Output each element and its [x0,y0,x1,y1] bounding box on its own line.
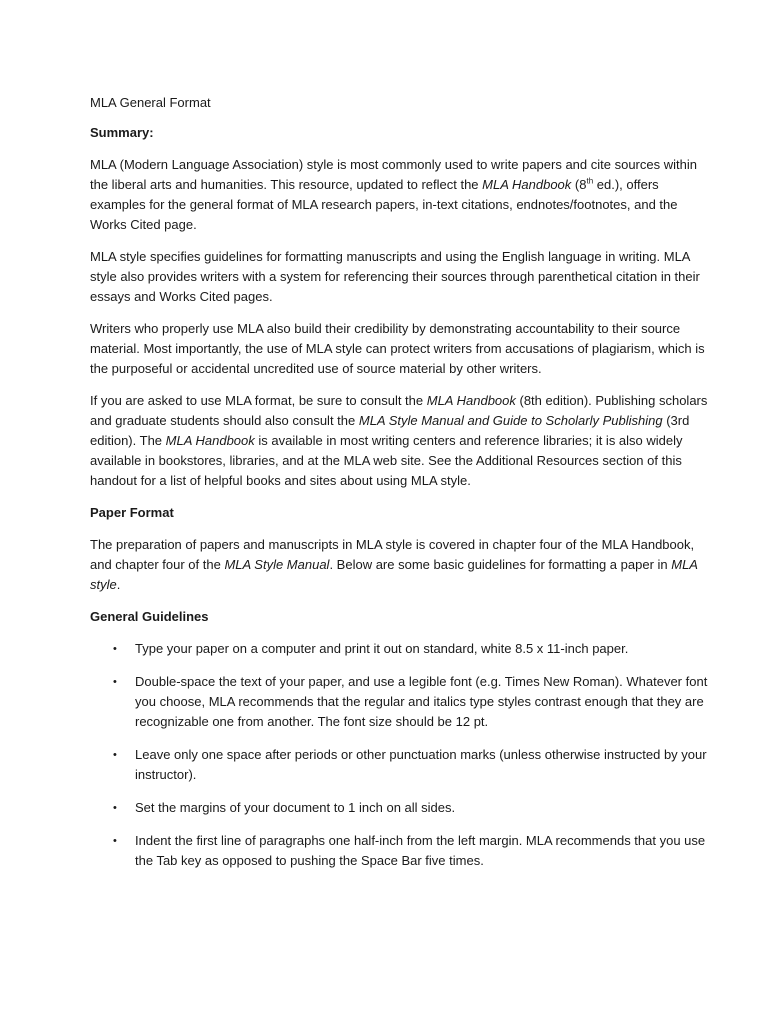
text-run: (3rd edition). The [90,413,690,448]
paragraph-credibility: Writers who properly use MLA also build their credibility by demonstrating accountability to their source material. Most importantly, the use of MLA style can protect writers from accusations of plagiarism, which is the purposeful or accidental uncredited use of source material by other writers. [90,321,705,376]
list-item [90,672,708,732]
bullet-icon: • [113,749,117,761]
italic-title: MLA Handbook [426,393,516,408]
list-item-text: Leave only one space after periods or other punctuation marks (unless otherwise instructed by your instructor). [135,747,707,782]
document-title: MLA General Format [90,95,211,110]
summary-heading: Summary: [90,125,154,140]
italic-title: MLA Handbook [482,177,572,192]
list-item-text: Set the margins of your document to 1 inch on all sides. [135,800,456,815]
text-run: (8 [571,177,587,192]
paragraph-intro [90,155,708,235]
paragraph-consult [90,391,708,491]
italic-title: MLA Style Manual [224,557,330,572]
text-run: . Below are some basic guidelines for formatting a paper in [329,557,672,572]
bullet-icon: • [113,676,117,688]
bullet-icon: • [113,835,117,847]
paragraph-preparation [90,535,708,595]
text-run: The preparation of papers and manuscripts in MLA style is covered in chapter four of the MLA Handbook, and chapter four of the [90,537,695,572]
guidelines-list [90,639,708,871]
text-run: is available in most writing centers and reference libraries; it is also widely available in bookstores, libraries, and at the MLA web site. See the Additional Resources section of this handout for a list of helpful books and sites about using MLA style. [90,433,683,488]
text-run: (8th edition). Publishing scholars and graduate students should also consult the [90,393,708,428]
list-item-text: Indent the first line of paragraphs one half-inch from the left margin. MLA recommends that you use the Tab key as opposed to pushing the Space Bar five times. [135,833,706,868]
list-item-text: Double-space the text of your paper, and use a legible font (e.g. Times New Roman). Whatever font you choose, MLA recommends that the regular and italics type styles contrast enough that they are recognizable one from another. The font size should be 12 pt. [135,674,708,729]
text-run: MLA (Modern Language Association) style is most commonly used to write papers and cite sources within the liberal arts and humanities. This resource, updated to reflect the [90,157,697,192]
italic-title: MLA Style Manual and Guide to Scholarly Publishing [358,413,663,428]
italic-title: MLA style [90,557,698,592]
list-item [90,639,708,659]
general-guidelines-heading: General Guidelines [90,609,209,624]
paragraph-style-specifies: MLA style specifies guidelines for formatting manuscripts and using the English language in writing. MLA style also provides writers with a system for referencing their sources through parenthetical citation in their essays and Works Cited pages. [90,249,700,304]
superscript: th [586,176,594,186]
italic-title: MLA Handbook [165,433,255,448]
list-item [90,831,708,871]
list-item-text: Type your paper on a computer and print it out on standard, white 8.5 x 11-inch paper. [135,641,629,656]
bullet-icon: • [113,643,117,655]
text-run: If you are asked to use MLA format, be sure to consult the [90,393,427,408]
text-run: ed.), offers examples for the general format of MLA research papers, in-text citations, endnotes/footnotes, and the Works Cited page. [90,177,678,232]
bullet-icon: • [113,802,117,814]
text-run: . [116,577,121,592]
list-item [90,798,708,818]
paper-format-heading: Paper Format [90,505,174,520]
list-item [90,745,708,785]
